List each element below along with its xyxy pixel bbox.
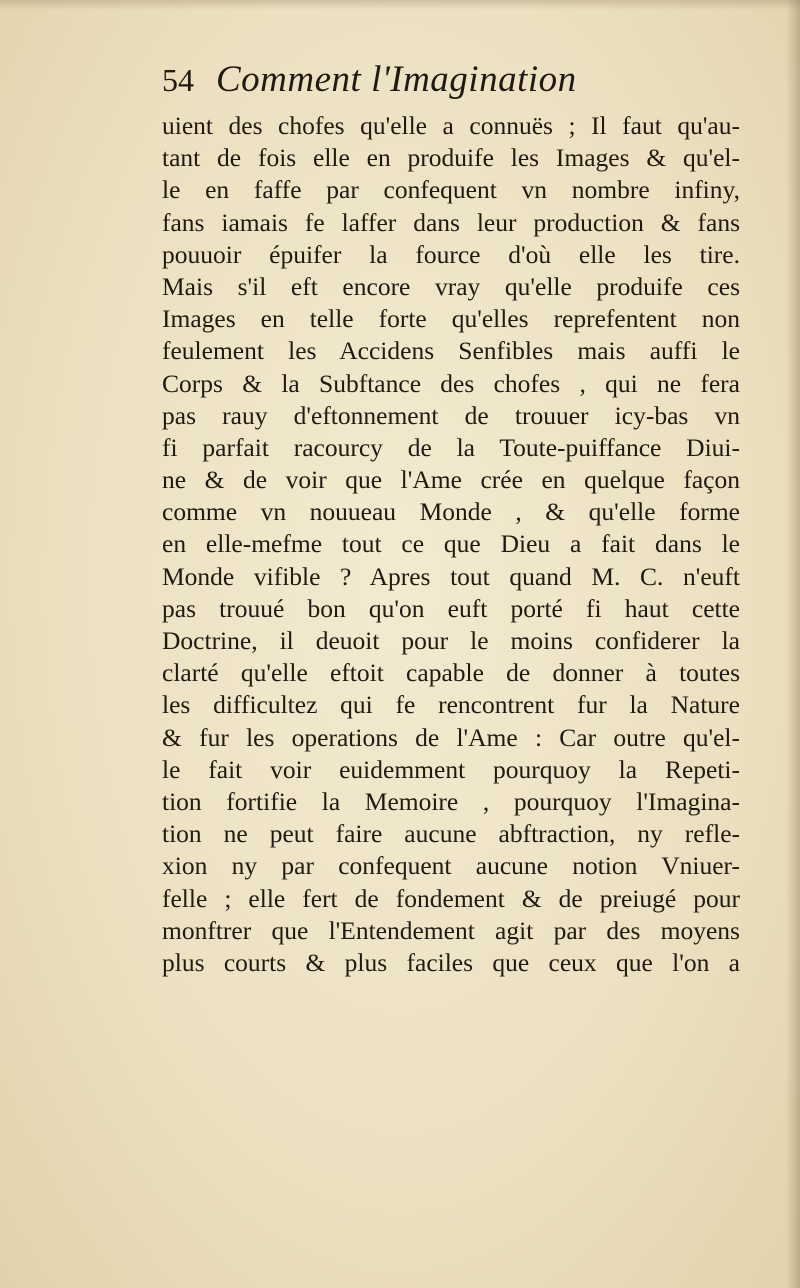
body-text bbox=[162, 110, 740, 979]
text-line: & fur les operations de l'Ame : Car outre qu'el- bbox=[162, 722, 740, 752]
page-number: 54 bbox=[162, 62, 194, 98]
text-line: les difficultez qui fe rencontrent fur la Nature bbox=[162, 690, 740, 720]
text-line: felle ; elle fert de fondement & de preiugé pour bbox=[162, 883, 740, 913]
text-line: clarté qu'elle eftoit capable de donner à toutes bbox=[162, 658, 740, 688]
text-line: Corps & la Subftance des chofes , qui ne fera bbox=[162, 368, 740, 398]
text-line: le fait voir euidemment pourquoy la Repeti- bbox=[162, 754, 740, 784]
text-line: fi parfait racourcy de la Toute-puiffance Diui- bbox=[162, 432, 740, 462]
text-line: uient des chofes qu'elle a connuës ; Il faut qu'au- bbox=[162, 111, 740, 140]
page-binding-shadow bbox=[786, 0, 800, 1288]
text-line: pouuoir épuifer la fource d'où elle les tire. bbox=[162, 239, 740, 269]
text-line: tant de fois elle en produife les Images & qu'el- bbox=[162, 143, 740, 173]
text-line: Doctrine, il deuoit pour le moins confiderer la bbox=[162, 626, 740, 655]
text-line: fans iamais fe laffer dans leur production & fans bbox=[162, 207, 740, 237]
text-line: Mais s'il eft encore vray qu'elle produife ces bbox=[162, 271, 740, 301]
text-line: Monde vifible ? Apres tout quand M. C. n'euft bbox=[162, 561, 740, 591]
page-top-shadow bbox=[0, 0, 800, 10]
text-line: le en faffe par confequent vn nombre infiny, bbox=[162, 175, 740, 205]
text-line: comme vn nouueau Monde , & qu'elle forme bbox=[162, 497, 740, 527]
running-title: Comment l'Imagination bbox=[216, 59, 577, 100]
text-line: pas rauy d'eftonnement de trouuer icy-bas vn bbox=[162, 400, 740, 430]
text-line: tion ne peut faire aucune abftraction, ny refle- bbox=[162, 819, 740, 849]
text-line: feulement les Accidens Senfibles mais auffi le bbox=[162, 336, 740, 366]
text-line: ne & de voir que l'Ame crée en quelque façon bbox=[162, 465, 740, 495]
text-line: pas trouué bon qu'on euft porté fi haut cette bbox=[162, 593, 740, 623]
text-line: plus courts & plus faciles que ceux que l'on a bbox=[162, 947, 740, 977]
text-line: Images en telle forte qu'elles reprefentent non bbox=[162, 304, 740, 334]
text-line: tion fortifie la Memoire , pourquoy l'Imagina- bbox=[162, 786, 740, 816]
text-line: en elle-mefme tout ce que Dieu a fait dans le bbox=[162, 529, 740, 559]
page-header bbox=[162, 58, 742, 108]
text-line: xion ny par confequent aucune notion Vniuer- bbox=[162, 851, 740, 881]
text-line: monftrer que l'Entendement agit par des moyens bbox=[162, 915, 740, 945]
